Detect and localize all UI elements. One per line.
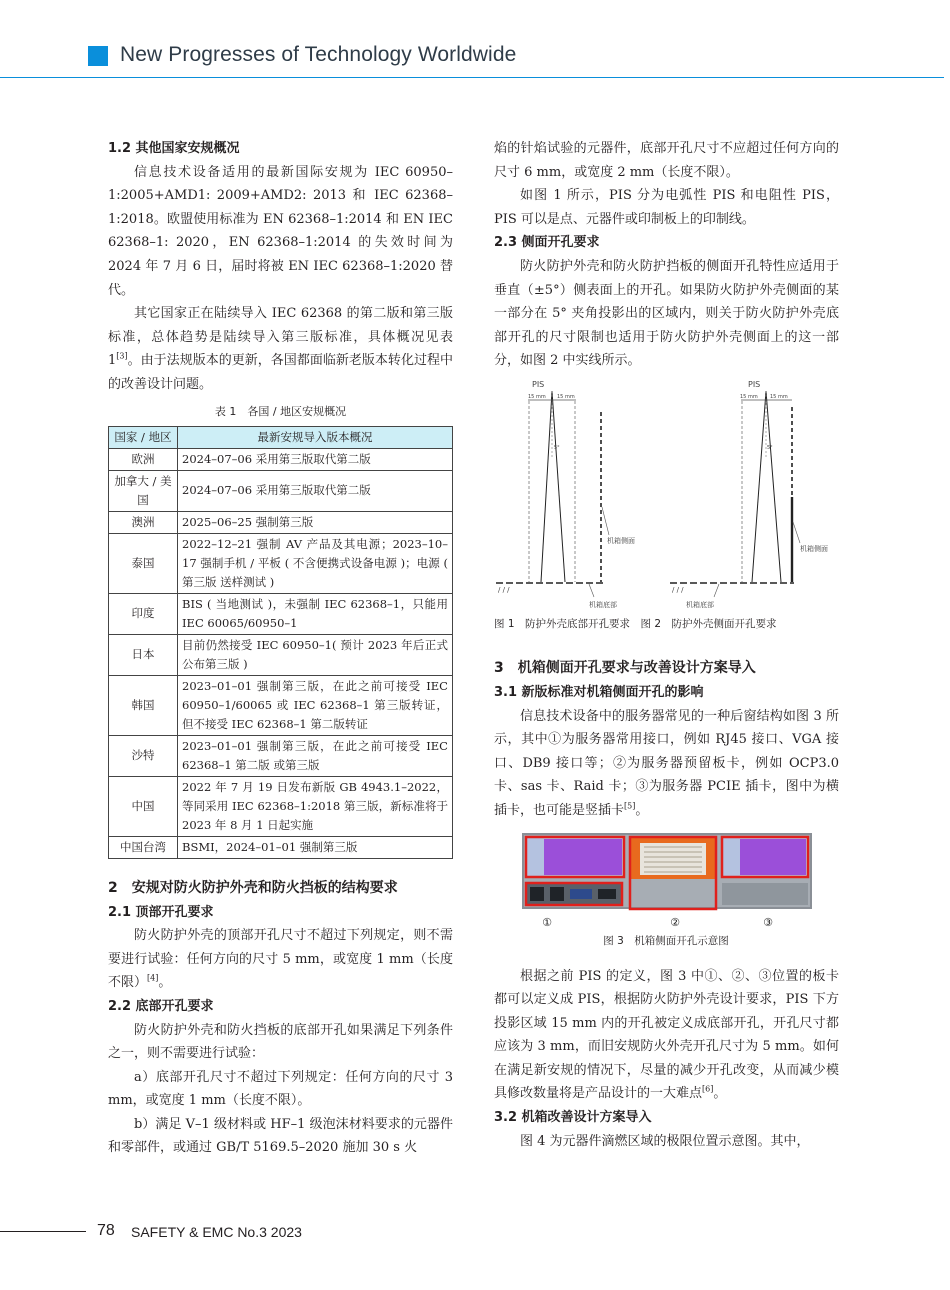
paragraph: 焰的针焰试验的元器件，底部开孔尺寸不应超过任何方向的尺寸 6 mm，或宽度 2 mm（长度不限）。 bbox=[494, 141, 839, 180]
table-caption: 表 1 各国 / 地区安规概况 bbox=[214, 404, 347, 418]
header-accent-square bbox=[88, 46, 108, 66]
header-title: New Progresses of Technology Worldwide bbox=[120, 43, 517, 66]
text: 。由于法规版本的更新，各国都面临新老版本转化过程中的改善设计问题。 bbox=[108, 353, 453, 392]
right-lower-panel bbox=[722, 883, 808, 905]
cell-detail: 2023–01–01 强制第三版，在此之前可接受 IEC 60950–1/60065 或 IEC 62368–1 第三版转证，但不接受 IEC 62368–1 第二版转证 bbox=[178, 675, 453, 735]
table-row bbox=[109, 675, 453, 735]
text: 。 bbox=[713, 1086, 727, 1102]
section-3-heading: 3 机箱侧面开孔要求与改善设计方案导入 bbox=[494, 659, 756, 676]
paragraph: a）底部开孔尺寸不超过下列规定：任何方向的尺寸 3 mm，或宽度 1 mm（长度不限）。 bbox=[108, 1069, 453, 1109]
fig1-hatch: / / / bbox=[498, 585, 510, 594]
cell-detail: BSMI，2024–01–01 强制第三版 bbox=[178, 836, 453, 858]
paragraph: 图 4 为元器件滴燃区域的极限位置示意图。其中， bbox=[520, 1133, 810, 1149]
paragraph bbox=[494, 705, 839, 823]
fig1-dim-left: 15 mm bbox=[528, 393, 546, 400]
left-card-purple bbox=[544, 839, 622, 875]
table-row bbox=[109, 448, 453, 470]
section-1-2-heading: 1.2 其他国家安规概况 bbox=[108, 141, 240, 156]
figure-1-2 bbox=[494, 373, 839, 633]
header-rule-end bbox=[944, 74, 950, 80]
fig2-side-label: 机箱侧面 bbox=[800, 544, 828, 553]
fig1-bottom-leader bbox=[589, 584, 594, 597]
table-row bbox=[109, 593, 453, 634]
header-detail: 最新安规导入版本概况 bbox=[178, 426, 453, 448]
fig1-bottom-label: 机箱底部 bbox=[589, 600, 617, 609]
marker-1: ① bbox=[542, 915, 552, 929]
paragraph bbox=[108, 924, 453, 995]
cell-country: 澳洲 bbox=[109, 511, 178, 533]
cell-country: 日本 bbox=[109, 634, 178, 675]
table-row bbox=[109, 511, 453, 533]
right-card-purple bbox=[740, 839, 806, 875]
paragraph: 信息技术设备适用的最新国际安规为 IEC 60950–1:2005+AMD1: 2009+AMD2: 2013 和 IEC 62368–1:2018。欧盟使用标准为 EN 62368–1:2014 和 EN IEC 62368–1: 2020，EN 62368–1:2014 的失效时间为 2024 年 7 月 6 日，届时将被 EN IEC 62368–1:2020 替代。 bbox=[108, 164, 453, 298]
figure-1-2-diagram bbox=[494, 377, 839, 622]
fig1-angle-label: 5° bbox=[554, 444, 560, 451]
fig2-dim-right: 15 mm bbox=[770, 393, 788, 400]
cell-country: 印度 bbox=[109, 593, 178, 634]
text: 。 bbox=[635, 802, 649, 818]
header-country: 国家 / 地区 bbox=[109, 426, 178, 448]
right-column bbox=[494, 137, 839, 1153]
citation: [6] bbox=[702, 1085, 714, 1095]
figure-3-photo bbox=[494, 831, 839, 949]
safety-standards-table bbox=[108, 426, 453, 859]
paragraph bbox=[108, 302, 453, 396]
fig2-pis-label: PIS bbox=[748, 379, 761, 389]
section-2-3-heading: 2.3 侧面开孔要求 bbox=[494, 235, 600, 251]
cell-country: 中国台湾 bbox=[109, 836, 178, 858]
cell-country: 泰国 bbox=[109, 533, 178, 593]
fig2-projection-left bbox=[752, 391, 766, 582]
table-row bbox=[109, 533, 453, 593]
paragraph bbox=[494, 965, 839, 1107]
fig1-projection-left bbox=[541, 391, 552, 582]
section-3-1-heading: 3.1 新版标准对机箱侧面开孔的影响 bbox=[494, 684, 704, 700]
fig2-angle-label: 5° bbox=[767, 444, 773, 451]
fig2-bottom-leader bbox=[714, 584, 719, 597]
cell-detail: BIS ( 当地测试 )，未强制 IEC 62368–1，只能用 IEC 60065/60950–1 bbox=[178, 593, 453, 634]
fig1-dim-right: 15 mm bbox=[557, 393, 575, 400]
marker-2: ② bbox=[670, 915, 680, 929]
paragraph: b）满足 V–1 级材料或 HF–1 级泡沫材料要求的元器件和零部件，或通过 GB/T 5169.5–2020 施加 30 s 火 bbox=[108, 1116, 453, 1156]
journal-name: SAFETY & EMC No.3 2023 bbox=[131, 1224, 302, 1240]
cell-country: 中国 bbox=[109, 776, 178, 836]
header-rule bbox=[0, 77, 950, 78]
section-2-heading: 2 安规对防火防护外壳和防火挡板的结构要求 bbox=[108, 879, 398, 896]
cell-detail: 2024–07–06 采用第三版取代第二版 bbox=[178, 470, 453, 511]
citation: [4] bbox=[147, 973, 159, 983]
rj45-port bbox=[550, 887, 564, 901]
fig2-hatch: / / / bbox=[672, 585, 684, 594]
text: 信息技术设备中的服务器常见的一种后窗结构如图 3 所示，其中①为服务器常用接口，例如 RJ45 接口、VGA 接口、DB9 接口等；②为服务器预留板卡，例如 OCP3.0 卡、sas 卡、Raid 卡；③为服务器 PCIE 插卡，图中为横插卡，也可能是竖插卡 bbox=[494, 708, 839, 818]
cell-country: 沙特 bbox=[109, 735, 178, 776]
fig1-side-label: 机箱侧面 bbox=[607, 536, 635, 545]
table-header-row bbox=[109, 426, 453, 448]
fig2-bottom-label: 机箱底部 bbox=[686, 600, 714, 609]
left-column bbox=[108, 137, 453, 1160]
table-row bbox=[109, 634, 453, 675]
cell-country: 韩国 bbox=[109, 675, 178, 735]
section-2-2-heading: 2.2 底部开孔要求 bbox=[108, 998, 214, 1014]
rj45-port bbox=[530, 887, 544, 901]
cell-country: 加拿大 / 美国 bbox=[109, 470, 178, 511]
section-3-2-heading: 3.2 机箱改善设计方案导入 bbox=[494, 1110, 652, 1126]
text: 防火防护外壳的顶部开孔尺寸不超过下列规定，则不需要进行试验：任何方向的尺寸 5 mm，或宽度 1 mm（长度不限） bbox=[108, 928, 453, 991]
footer-rule bbox=[0, 1231, 86, 1232]
cell-detail: 2023–01–01 强制第三版，在此之前可接受 IEC 62368–1 第二版 或第三版 bbox=[178, 735, 453, 776]
table-row bbox=[109, 470, 453, 511]
section-2-1-heading: 2.1 顶部开孔要求 bbox=[108, 904, 214, 920]
table-row bbox=[109, 735, 453, 776]
fig1-side-leader bbox=[602, 507, 609, 535]
figure-3-caption: 图 3 机箱侧面开孔示意图 bbox=[603, 934, 729, 947]
citation: [3] bbox=[116, 352, 128, 362]
db9-port bbox=[598, 889, 616, 899]
fig2-side-leader bbox=[793, 522, 800, 543]
text: 。 bbox=[158, 975, 172, 991]
cell-detail: 2025–06–25 强制第三版 bbox=[178, 511, 453, 533]
figure-3 bbox=[494, 831, 839, 951]
table-row bbox=[109, 836, 453, 858]
citation: [5] bbox=[624, 801, 636, 811]
text: 其它国家正在陆续导入 IEC 62368 的第二版和第三版标准，总体趋势是陆续导入第三版标准，具体概况见表 1 bbox=[108, 306, 453, 369]
text: 根据之前 PIS 的定义，图 3 中①、②、③位置的板卡都可以定义成 PIS，根据防火防护外壳设计要求，PIS 下方投影区域 15 mm 内的开孔被定义成底部开孔，开孔尺寸都应该为 3 mm，而旧安规防火外壳开孔尺寸为 5 mm。如何在满足新安规的情况下，尽量的减少开孔改变，从而减少模具修改数量将是产品设计的一大难点 bbox=[494, 968, 839, 1102]
fig1-pis-label: PIS bbox=[532, 379, 545, 389]
cell-detail: 2022 年 7 月 19 日发布新版 GB 4943.1–2022，等同采用 IEC 62368–1:2018 第三版，新标准将于 2023 年 8 月 1 日起实施 bbox=[178, 776, 453, 836]
fig2-projection-right bbox=[766, 391, 781, 582]
table-row bbox=[109, 776, 453, 836]
paragraph: 防火防护外壳和防火挡板的底部开孔如果满足下列条件之一，则不需要进行试验： bbox=[108, 1022, 453, 1062]
fig2-dim-left: 15 mm bbox=[740, 393, 758, 400]
cell-country: 欧洲 bbox=[109, 448, 178, 470]
page-number: 78 bbox=[97, 1222, 115, 1239]
paragraph: 如图 1 所示，PIS 分为电弧性 PIS 和电阻性 PIS，PIS 可以是点、元器件或印制板上的印制线。 bbox=[494, 188, 839, 227]
vga-port bbox=[570, 889, 592, 899]
cell-detail: 目前仍然接受 IEC 60950–1( 预计 2023 年后正式公布第三版 ) bbox=[178, 634, 453, 675]
paragraph: 防火防护外壳和防火防护挡板的侧面开孔特性应适用于垂直（±5°）侧表面上的开孔。如果防火防护外壳侧面的某一部分在 5° 夹角投影出的区域内，则关于防火防护外壳底部开孔的尺寸限制也适用于防火防护外壳侧面上的这一部分，如图 2 中实线所示。 bbox=[494, 258, 839, 369]
fig1-projection-right bbox=[552, 391, 565, 582]
figure-1-2-caption: 图 1 防护外壳底部开孔要求 图 2 防护外壳侧面开孔要求 bbox=[494, 617, 777, 630]
cell-detail: 2024–07–06 采用第三版取代第二版 bbox=[178, 448, 453, 470]
marker-3: ③ bbox=[763, 915, 773, 929]
cell-detail: 2022–12–21 强制 AV 产品及其电源；2023–10–17 强制手机 / 平板 ( 不含便携式设备电源 )；电源 ( 第三版 送样测试 ) bbox=[178, 533, 453, 593]
